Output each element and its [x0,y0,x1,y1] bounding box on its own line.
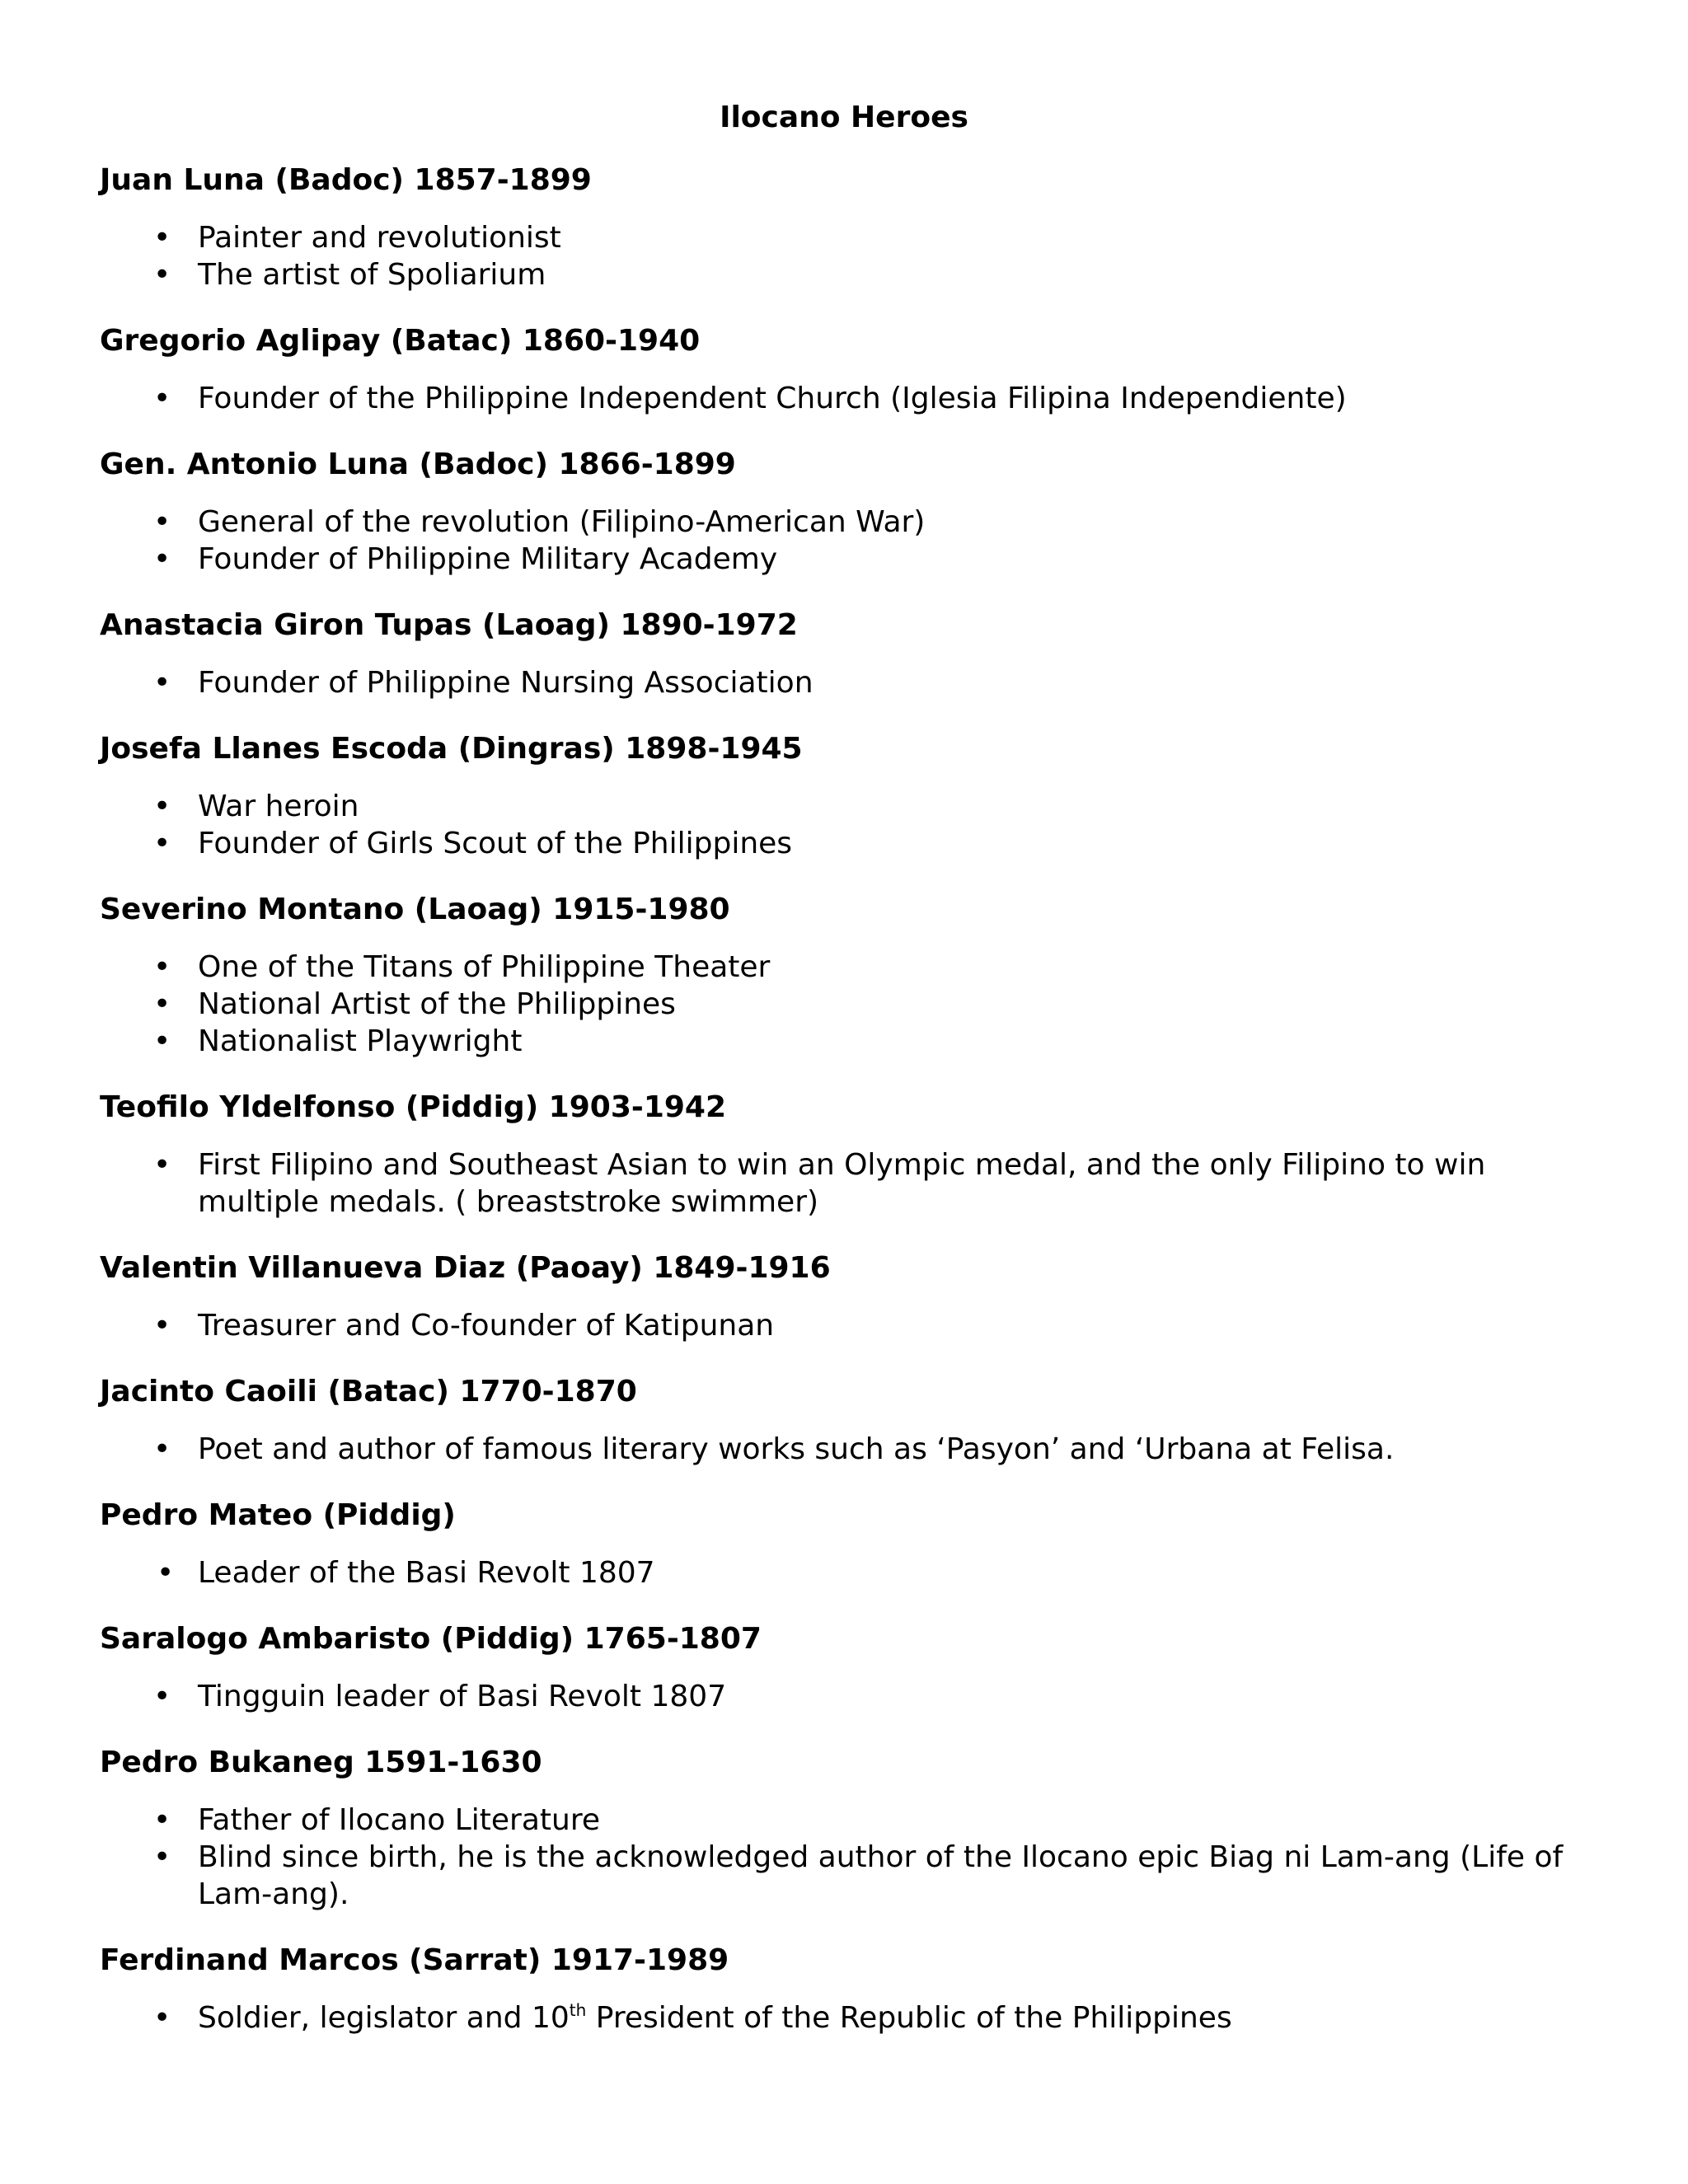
bullet-text: Treasurer and Co-founder of Katipunan [198,1309,775,1343]
bullet-icon: • [153,221,171,255]
bullet-text: Founder of the Philippine Independent Church (Iglesia Filipina Independiente) [198,382,1347,415]
bullet-item [0,1431,1688,1468]
hero-name: Juan Luna (Badoc) 1857-1899 [100,163,592,197]
ordinal-superscript: th [569,2000,587,2020]
bullet-list [0,219,1688,293]
bullet-icon: • [153,1680,171,1713]
bullet-item [0,1999,1688,2036]
bullet-list [0,1678,1688,1715]
bullet-text: Founder of Philippine Military Academy [198,542,778,576]
bullet-icon: • [153,987,171,1021]
hero-name: Valentin Villanueva Diaz (Paoay) 1849-1916 [100,1251,831,1285]
bullet-text: War heroin [198,790,359,823]
bullet-item [0,1554,1688,1591]
bullet-list [0,1431,1688,1468]
bullet-icon: • [153,258,171,292]
bullet-item [0,1146,1688,1221]
bullet-item [0,1802,1688,1839]
bullet-text: General of the revolution (Filipino-American War) [198,505,926,539]
bullet-text: One of the Titans of Philippine Theater [198,950,771,984]
hero-name: Pedro Mateo (Piddig) [100,1498,456,1532]
bullet-icon: • [153,505,171,539]
bullet-item [0,949,1688,986]
bullet-icon: • [157,1556,175,1590]
bullet-text: Founder of Philippine Nursing Association [198,666,814,700]
bullet-text: Leader of the Basi Revolt 1807 [198,1556,655,1590]
bullet-list [0,788,1688,862]
bullet-text-part: President of the Republic of the Philippines [586,2001,1232,2035]
bullet-text [198,2001,1232,2035]
hero-name: Ferdinand Marcos (Sarrat) 1917-1989 [100,1943,729,1977]
bullet-item [0,1678,1688,1715]
page-title: Ilocano Heroes [720,101,968,134]
bullet-list [0,1146,1688,1221]
bullet-text: National Artist of the Philippines [198,987,676,1021]
hero-name: Saralogo Ambaristo (Piddig) 1765-1807 [100,1622,762,1656]
bullet-icon: • [153,2001,171,2035]
hero-name: Pedro Bukaneg 1591-1630 [100,1746,542,1779]
bullet-list [0,504,1688,578]
bullet-text: First Filipino and Southeast Asian to win an Olympic medal, and the only Filipino to win multiple medals. ( breaststroke swimmer) [198,1148,1486,1219]
bullet-text-part: Soldier, legislator and 10 [198,2001,570,2035]
bullet-text: Painter and revolutionist [198,221,561,255]
bullet-text: Father of Ilocano Literature [198,1803,600,1837]
bullet-item [0,541,1688,578]
hero-name: Gregorio Aglipay (Batac) 1860-1940 [100,324,701,358]
bullet-text: Tingguin leader of Basi Revolt 1807 [198,1680,727,1713]
bullet-text: Blind since birth, he is the acknowledged author of the Ilocano epic Biag ni Lam-ang (Life of Lam-ang). [198,1840,1564,1911]
hero-name: Josefa Llanes Escoda (Dingras) 1898-1945 [100,732,803,766]
bullet-item [0,380,1688,417]
bullet-list [0,664,1688,701]
bullet-item [0,1839,1688,1913]
bullet-icon: • [153,1309,171,1343]
bullet-icon: • [153,827,171,860]
hero-name: Gen. Antonio Luna (Badoc) 1866-1899 [100,448,736,481]
hero-name: Teofilo Yldelfonso (Piddig) 1903-1942 [100,1090,727,1124]
bullet-icon: • [153,1148,171,1182]
bullet-list [0,1307,1688,1344]
bullet-text: Nationalist Playwright [198,1024,523,1058]
bullet-list [0,380,1688,417]
bullet-text: Founder of Girls Scout of the Philippines [198,827,793,860]
bullet-icon: • [153,1024,171,1058]
bullet-item [0,256,1688,293]
bullet-icon: • [153,950,171,984]
bullet-item [0,1307,1688,1344]
bullet-item [0,504,1688,541]
bullet-list [0,1802,1688,1913]
bullet-icon: • [153,1840,171,1874]
bullet-list [0,1999,1688,2036]
bullet-text: Poet and author of famous literary works such as ‘Pasyon’ and ‘Urbana at Felisa. [198,1432,1395,1466]
bullet-item [0,986,1688,1023]
bullet-icon: • [153,542,171,576]
bullet-item [0,664,1688,701]
bullet-item [0,219,1688,256]
bullet-icon: • [153,1432,171,1466]
hero-name: Severino Montano (Laoag) 1915-1980 [100,893,730,926]
bullet-icon: • [153,790,171,823]
bullet-list [0,949,1688,1060]
bullet-item [0,1023,1688,1060]
bullet-icon: • [153,382,171,415]
bullet-list [0,1554,1688,1591]
hero-name: Jacinto Caoili (Batac) 1770-1870 [100,1375,637,1408]
hero-name: Anastacia Giron Tupas (Laoag) 1890-1972 [100,608,798,642]
bullet-icon: • [153,1803,171,1837]
bullet-item [0,825,1688,862]
bullet-text: The artist of Spoliarium [198,258,546,292]
bullet-item [0,788,1688,825]
bullet-icon: • [153,666,171,700]
